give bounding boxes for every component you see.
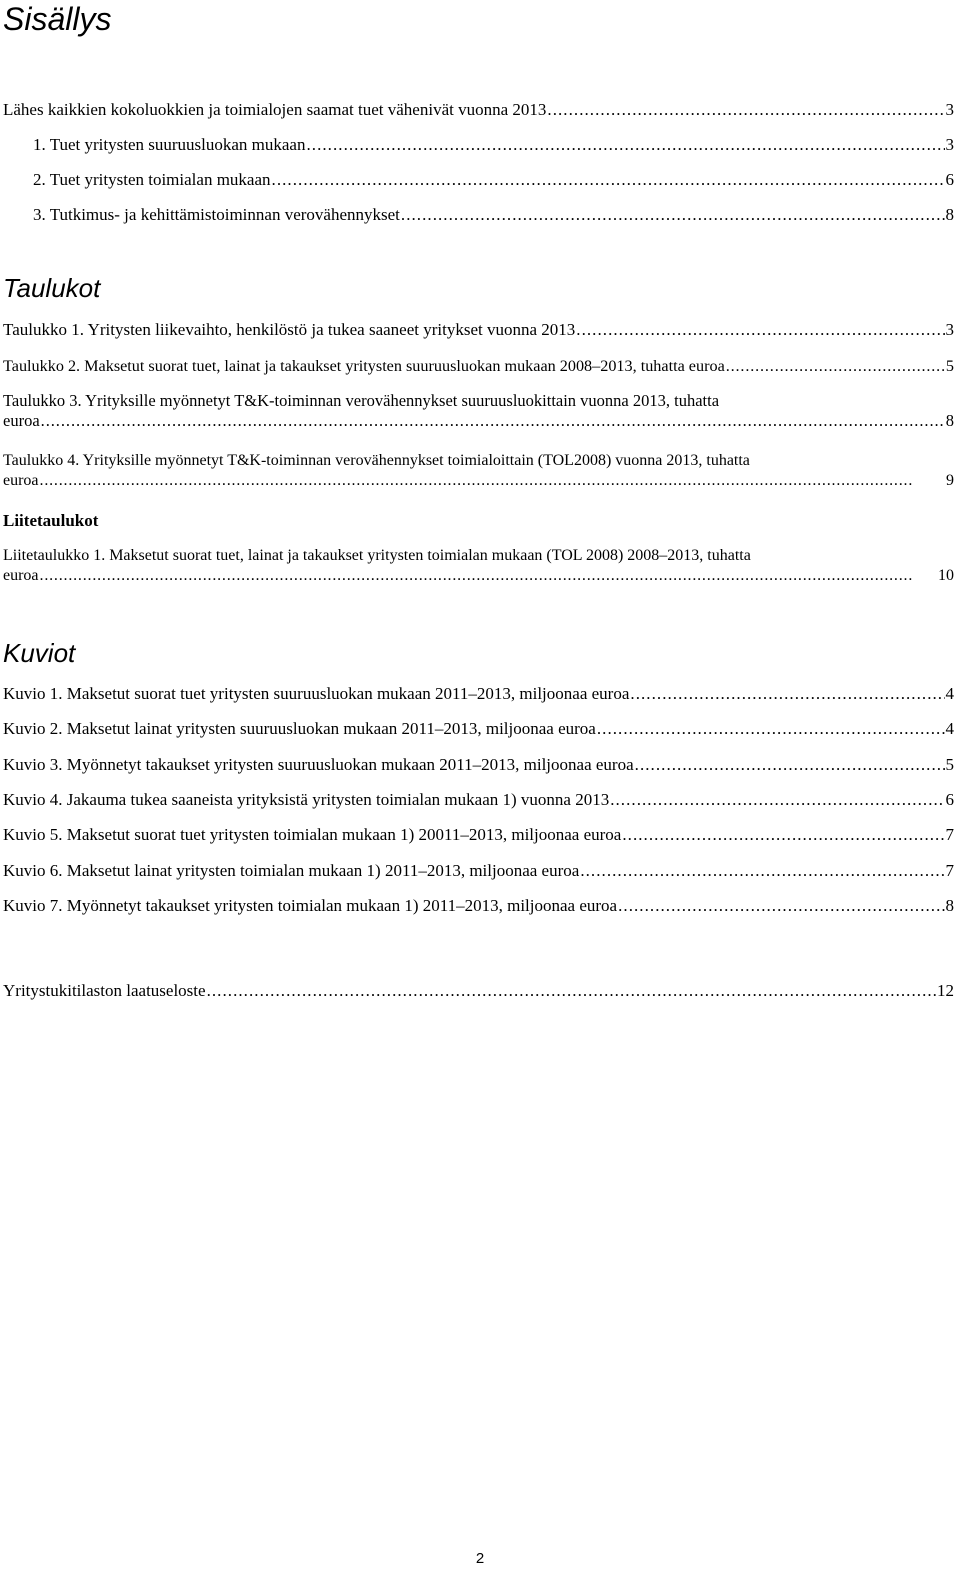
toc-entry[interactable] bbox=[33, 204, 954, 226]
figure-entry-text: Kuvio 3. Myönnetyt takaukset yritysten suuruusluokan mukaan 2011–2013, miljoonaa euroa bbox=[3, 755, 634, 774]
table-entry-text: Taulukko 1. Yritysten liikevaihto, henkilöstö ja tukea saaneet yritykset vuonna 2013 bbox=[3, 320, 576, 339]
table-entry-page: 8 bbox=[945, 411, 954, 430]
toc-entry[interactable] bbox=[3, 99, 954, 121]
figure-entry[interactable] bbox=[3, 683, 954, 705]
table-entry[interactable] bbox=[3, 451, 954, 491]
figure-entry-text: Kuvio 2. Maksetut lainat yritysten suuruusluokan mukaan 2011–2013, miljoonaa euroa bbox=[3, 719, 596, 738]
dot-leader bbox=[630, 683, 944, 705]
figure-entry[interactable] bbox=[3, 789, 954, 811]
toc-entry-page: 8 bbox=[945, 205, 954, 224]
dot-leader bbox=[41, 411, 945, 431]
table-entry-text-cont: euroa bbox=[3, 411, 40, 430]
dot-leader bbox=[618, 895, 944, 917]
figure-entry-text: Kuvio 5. Maksetut suorat tuet yritysten toimialan mukaan 1) 20011–2013, miljoonaa euroa bbox=[3, 825, 622, 844]
toc-entry-text: 1. Tuet yritysten suuruusluokan mukaan bbox=[33, 135, 306, 154]
dot-leader bbox=[580, 860, 944, 882]
quality-entry[interactable] bbox=[3, 980, 954, 1002]
figure-entry[interactable] bbox=[3, 860, 954, 882]
dot-leader bbox=[306, 134, 944, 156]
dot-leader bbox=[401, 204, 945, 226]
toc-entry-page: 6 bbox=[945, 170, 954, 189]
figure-entry-page: 7 bbox=[945, 825, 954, 844]
figure-entry-page: 6 bbox=[945, 790, 954, 809]
figure-entry-text: Kuvio 1. Maksetut suorat tuet yritysten suuruusluokan mukaan 2011–2013, miljoonaa euroa bbox=[3, 684, 630, 703]
appendix-heading: Liitetaulukot bbox=[3, 511, 99, 530]
quality-entry-page: 12 bbox=[937, 981, 954, 1000]
dot-leader bbox=[576, 319, 944, 341]
table-entry-text: Taulukko 3. Yrityksille myönnetyt T&K-toiminnan verovähennykset suuruusluokittain vuonna 2013, tuhatta bbox=[3, 391, 720, 410]
table-entry-text-cont: euroa bbox=[3, 472, 39, 489]
table-entry[interactable] bbox=[3, 355, 954, 377]
toc-entry-page: 3 bbox=[945, 135, 954, 154]
appendix-entry-page: 10 bbox=[938, 567, 954, 584]
table-entry-page: 3 bbox=[945, 320, 954, 339]
figure-entry-page: 4 bbox=[945, 684, 954, 703]
figure-entry[interactable] bbox=[3, 718, 954, 740]
dot-leader bbox=[207, 980, 936, 1002]
figure-entry[interactable] bbox=[3, 754, 954, 776]
figure-entry-page: 7 bbox=[945, 861, 954, 880]
figure-entry-page: 8 bbox=[945, 896, 954, 915]
toc-entry[interactable] bbox=[33, 134, 954, 156]
dot-leader bbox=[726, 355, 945, 377]
dot-leader bbox=[40, 566, 937, 586]
toc-entry[interactable] bbox=[33, 169, 954, 191]
quality-entry-text: Yritystukitilaston laatuseloste bbox=[3, 981, 206, 1000]
figure-entry-page: 5 bbox=[945, 755, 954, 774]
figures-heading: Kuviot bbox=[3, 638, 76, 668]
tables-heading: Taulukot bbox=[3, 273, 101, 303]
dot-leader bbox=[40, 471, 945, 491]
figure-entry-page: 4 bbox=[945, 719, 954, 738]
figure-entry-text: Kuvio 7. Myönnetyt takaukset yritysten toimialan mukaan 1) 2011–2013, miljoonaa euroa bbox=[3, 896, 618, 915]
table-entry[interactable] bbox=[3, 391, 954, 431]
table-entry[interactable] bbox=[3, 319, 954, 341]
table-entry-text: Taulukko 4. Yrityksille myönnetyt T&K-toiminnan verovähennykset toimialoittain (TOL2008) vuonna 2013, tuhatta bbox=[3, 452, 750, 469]
dot-leader bbox=[635, 754, 945, 776]
figure-entry-text: Kuvio 4. Jakauma tukea saaneista yrityksistä yritysten toimialan mukaan 1) vuonna 2013 bbox=[3, 790, 610, 809]
dot-leader bbox=[610, 789, 944, 811]
dot-leader bbox=[272, 169, 945, 191]
table-entry-page: 5 bbox=[945, 357, 954, 375]
dot-leader bbox=[547, 99, 944, 121]
toc-entry-page: 3 bbox=[945, 100, 954, 119]
appendix-entry-text-cont: euroa bbox=[3, 567, 39, 584]
figure-entry[interactable] bbox=[3, 824, 954, 846]
table-entry-page: 9 bbox=[946, 472, 954, 489]
figure-entry[interactable] bbox=[3, 895, 954, 917]
appendix-entry-text: Liitetaulukko 1. Maksetut suorat tuet, lainat ja takaukset yritysten toimialan mukaan (TOL 2008) 2008–2013, tuhatta bbox=[3, 547, 751, 564]
page-number: 2 bbox=[475, 1550, 485, 1567]
toc-entry-text: 2. Tuet yritysten toimialan mukaan bbox=[33, 170, 271, 189]
dot-leader bbox=[622, 824, 944, 846]
toc-title: Sisällys bbox=[3, 1, 112, 37]
dot-leader bbox=[597, 718, 945, 740]
toc-entry-text: 3. Tutkimus- ja kehittämistoiminnan verovähennykset bbox=[33, 205, 400, 224]
appendix-entry[interactable] bbox=[3, 546, 954, 586]
table-entry-text: Taulukko 2. Maksetut suorat tuet, lainat ja takaukset yritysten suuruusluokan mukaan 2008–2013, tuhatta euroa bbox=[3, 357, 725, 375]
figure-entry-text: Kuvio 6. Maksetut lainat yritysten toimialan mukaan 1) 2011–2013, miljoonaa euroa bbox=[3, 861, 580, 880]
toc-entry-text: Lähes kaikkien kokoluokkien ja toimialojen saamat tuet vähenivät vuonna 2013 bbox=[3, 100, 547, 119]
